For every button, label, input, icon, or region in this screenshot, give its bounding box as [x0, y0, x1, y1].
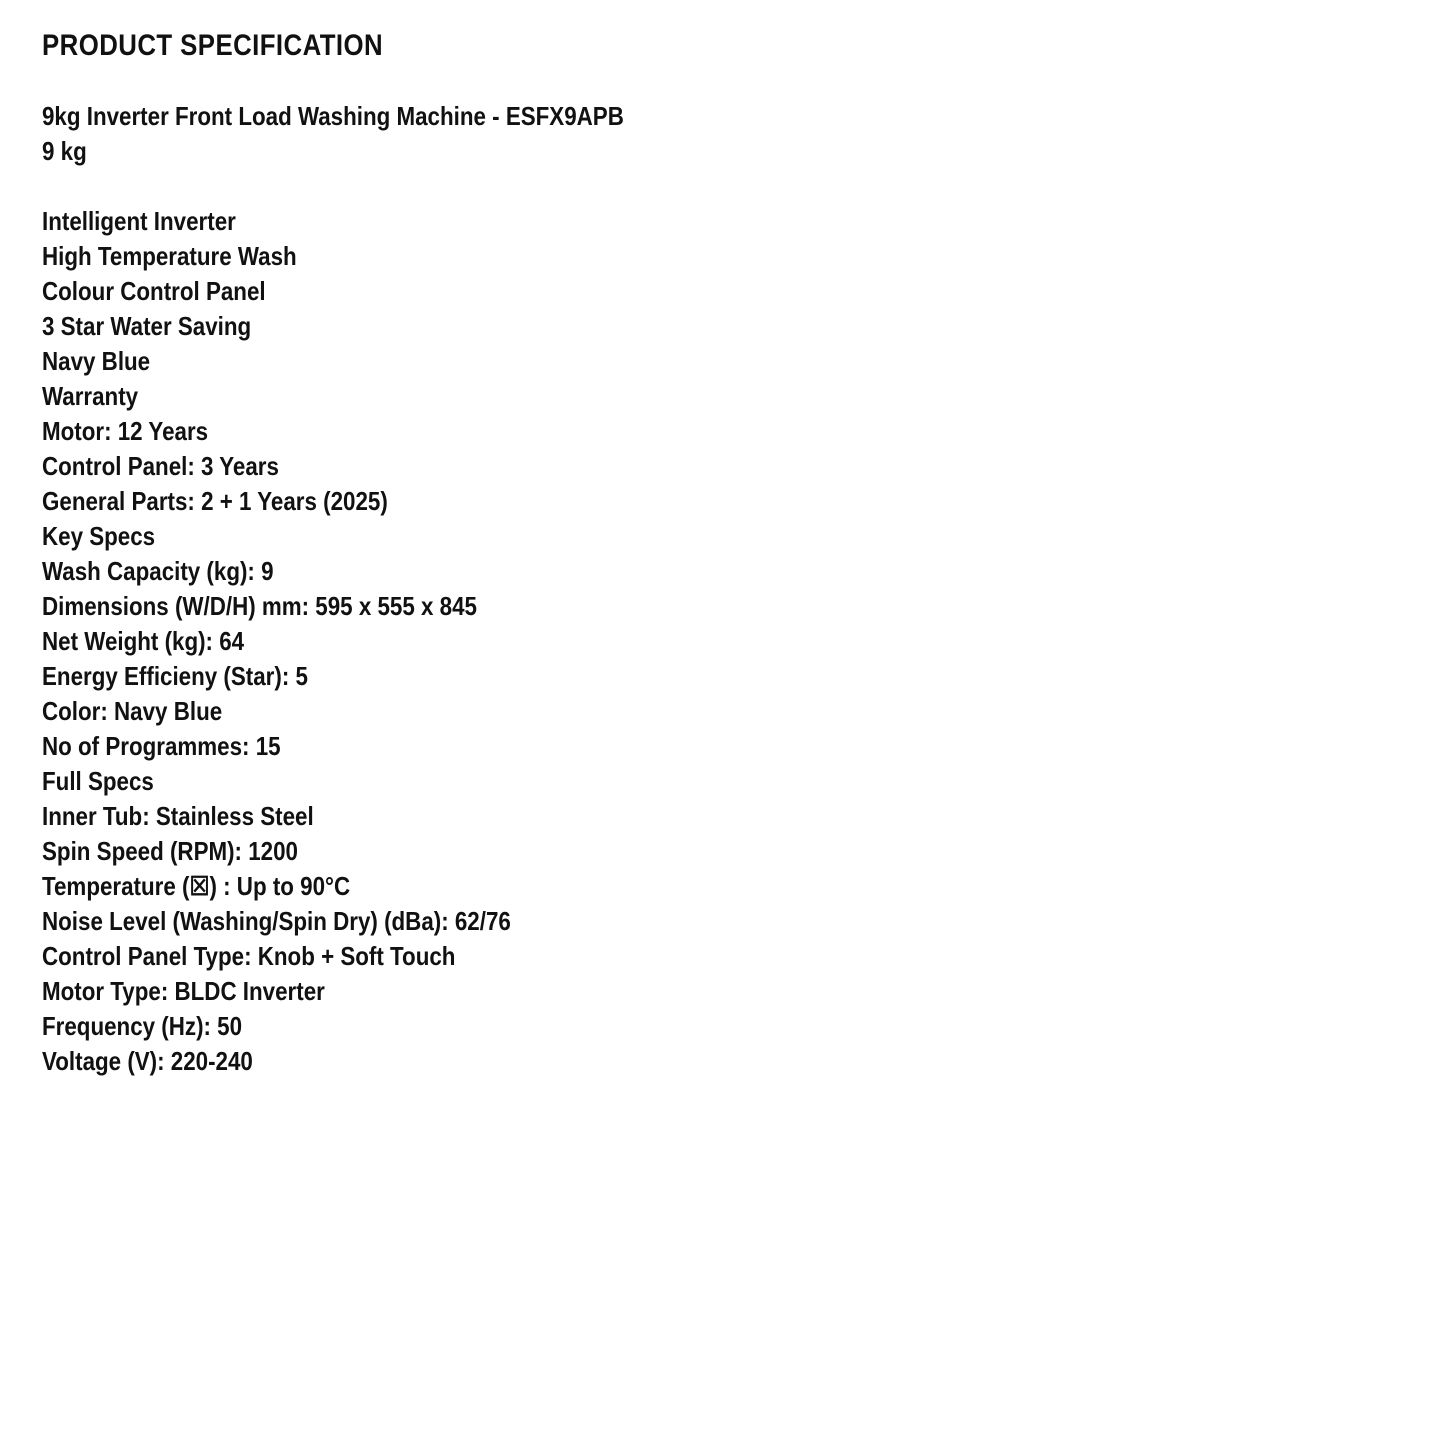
spec-line: Intelligent Inverter — [42, 206, 236, 236]
spec-line: Spin Speed (RPM): 1200 — [42, 836, 298, 866]
product-name: 9kg Inverter Front Load Washing Machine - ESFX9APB — [42, 101, 624, 131]
spec-line: Dimensions (W/D/H) mm: 595 x 555 x 845 — [42, 591, 477, 621]
spec-line: Color: Navy Blue — [42, 696, 223, 726]
spec-line: Noise Level (Washing/Spin Dry) (dBa): 62/76 — [42, 906, 511, 936]
spec-line: Wash Capacity (kg): 9 — [42, 556, 274, 586]
product-summary — [42, 99, 1398, 169]
spec-list — [42, 204, 1398, 1079]
spec-line: High Temperature Wash — [42, 241, 297, 271]
spec-line: Motor Type: BLDC Inverter — [42, 976, 325, 1006]
spec-line: Motor: 12 Years — [42, 416, 209, 446]
full-specs-heading: Full Specs — [42, 766, 154, 796]
spec-line: Control Panel: 3 Years — [42, 451, 279, 481]
spec-line: Frequency (Hz): 50 — [42, 1011, 243, 1041]
spec-line: Inner Tub: Stainless Steel — [42, 801, 314, 831]
spec-line: Navy Blue — [42, 346, 151, 376]
spec-line: Colour Control Panel — [42, 276, 266, 306]
spec-line: Net Weight (kg): 64 — [42, 626, 245, 656]
key-specs-heading: Key Specs — [42, 521, 156, 551]
product-spec-sheet — [42, 26, 1398, 1079]
spec-line: Energy Efficieny (Star): 5 — [42, 661, 308, 691]
spec-line: Voltage (V): 220-240 — [42, 1046, 253, 1076]
spec-line: No of Programmes: 15 — [42, 731, 281, 761]
spec-line: Temperature (☒) : Up to 90°C — [42, 871, 351, 901]
page-heading: PRODUCT SPECIFICATION — [42, 29, 384, 62]
spec-line: Control Panel Type: Knob + Soft Touch — [42, 941, 456, 971]
product-capacity: 9 kg — [42, 136, 87, 166]
spec-line: General Parts: 2 + 1 Years (2025) — [42, 486, 388, 516]
spec-line: 3 Star Water Saving — [42, 311, 252, 341]
warranty-heading: Warranty — [42, 381, 139, 411]
